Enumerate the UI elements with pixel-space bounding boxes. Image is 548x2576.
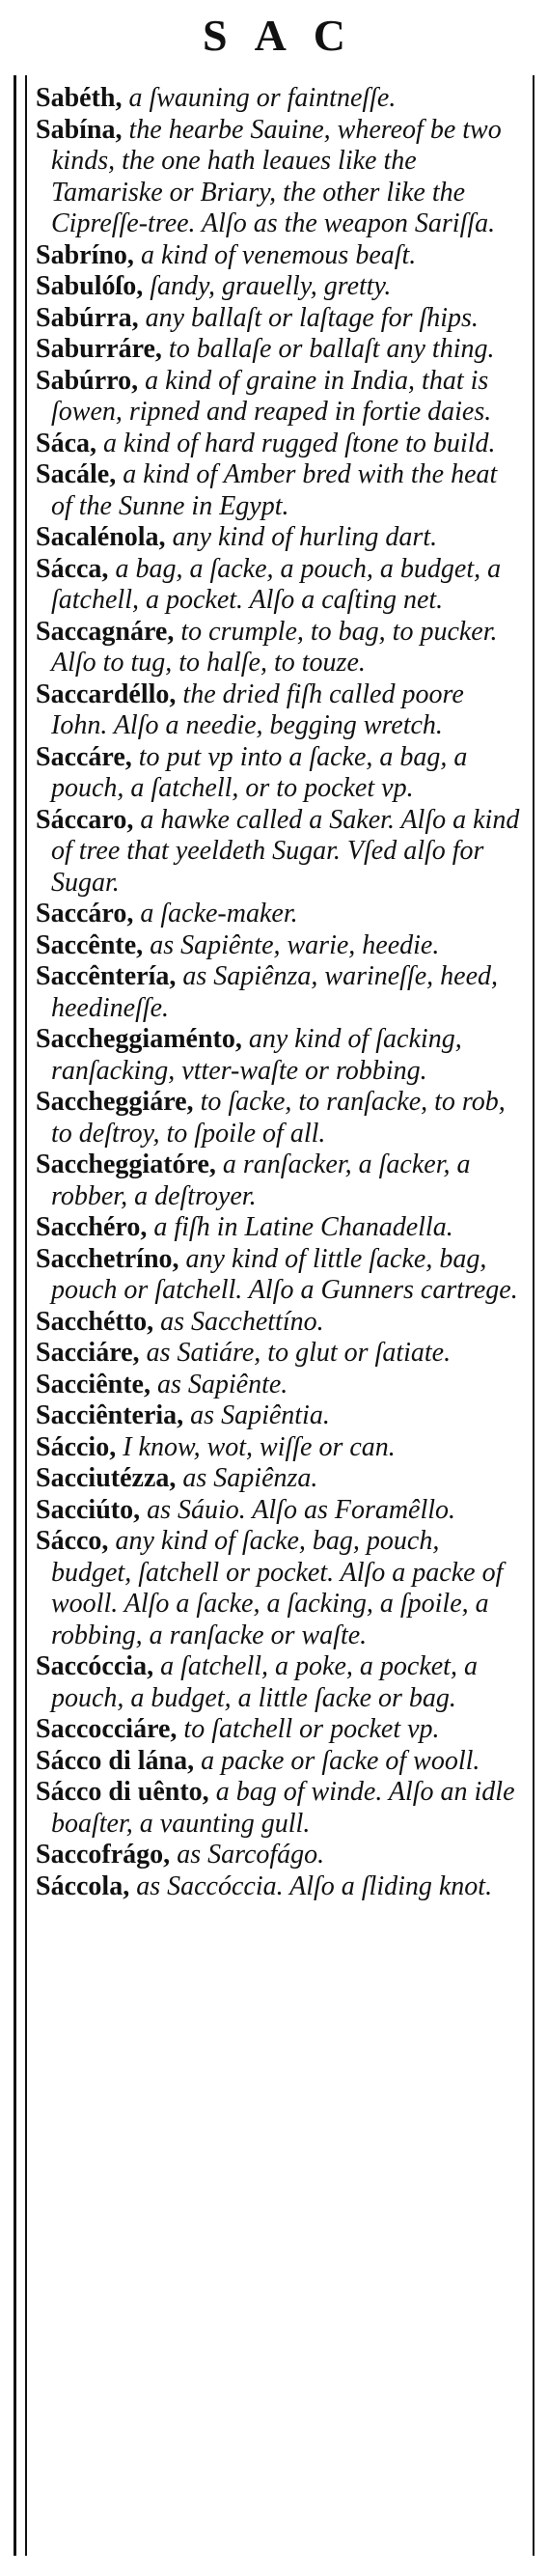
entry-definition: any kind of little ſacke, bag, pouch or ſatchell. Alſo a Gunners cartrege.: [51, 1243, 518, 1305]
dictionary-entry: [36, 1746, 525, 1778]
page-title: SAC: [202, 10, 373, 60]
entry-headword: Saccáre,: [36, 741, 132, 772]
entry-headword: Sacalénola,: [36, 522, 166, 552]
dictionary-entry: [36, 115, 525, 240]
entry-headword: Saccagnáre,: [36, 616, 175, 647]
dictionary-entry: [36, 429, 525, 460]
dictionary-entry: [36, 1370, 525, 1401]
entry-definition: a bag, a ſacke, a pouch, a budget, a ſatchell, a pocket. Alſo a caſting net.: [51, 553, 502, 615]
entry-headword: Saccênte,: [36, 929, 144, 960]
entry-headword: Sácco di uênto,: [36, 1777, 209, 1807]
entry-definition: as Sacchettíno.: [153, 1306, 324, 1337]
entry-definition: a fiſh in Latine Chanadella.: [147, 1212, 453, 1242]
entry-definition: to put vp into a ſacke, a bag, a pouch, a ſatchell, or to pocket vp.: [51, 741, 468, 803]
dictionary-entry: [36, 240, 525, 272]
entry-headword: Sacciênte,: [36, 1369, 151, 1399]
entry-definition: any kind of ſacke, bag, pouch, budget, ſatchell or pocket. Alſo a packe of wooll. Alſo a ſacke, a ſacking, a ſpoile, a robbing, a ranſacke or waſte.: [51, 1526, 504, 1650]
entry-headword: Sabúrra,: [36, 302, 139, 333]
entry-definition: a ranſacker, a ſacker, a robber, a deſtroyer.: [51, 1150, 471, 1211]
entry-headword: Sáccaro,: [36, 804, 134, 835]
entry-headword: Saccóccia,: [36, 1651, 154, 1681]
dictionary-entry: [36, 1307, 525, 1339]
dictionary-entry: [36, 742, 525, 805]
entry-headword: Sacciúto,: [36, 1494, 141, 1525]
entry-definition: as Sapiênza.: [176, 1463, 318, 1493]
dictionary-entry: [36, 459, 525, 522]
entry-headword: Saccheggiáre,: [36, 1087, 194, 1117]
entry-definition: the hearbe Sauine, whereof be two kinds, the one hath leaues like the Tamariske or Briary, the other like the Cipreſſe-tree. Alſo as the weapon Sariſſa.: [51, 114, 502, 238]
entry-headword: Sabúrro,: [36, 365, 139, 396]
entry-definition: a ſatchell, a poke, a pocket, a pouch, a budget, a little ſacke or bag.: [51, 1651, 478, 1713]
entry-definition: to ſacke, to ranſacke, to rob, to deſtroy, to ſpoile of all.: [51, 1087, 506, 1149]
entry-definition: as Sapiênte, warie, heedie.: [143, 929, 440, 960]
entry-definition: to ballaſe or ballaſt any thing.: [161, 334, 495, 364]
entry-headword: Saccofrágo,: [36, 1840, 171, 1870]
entry-headword: Saccardéllo,: [36, 679, 177, 709]
dictionary-entry: [36, 899, 525, 930]
entry-headword: Sabulóſo,: [36, 271, 144, 301]
entry-definition: to crumple, to bag, to pucker. Alſo to tug, to halſe, to touze.: [51, 616, 498, 678]
entry-headword: Sácca,: [36, 553, 109, 584]
dictionary-entry: [36, 1244, 525, 1307]
dictionary-entry: [36, 1871, 525, 1903]
entry-list: [36, 83, 525, 1902]
entry-headword: Sacchetríno,: [36, 1243, 179, 1274]
entry-definition: any kind of ſacking, ranſacking, vtter-waſte or robbing.: [51, 1024, 462, 1086]
dictionary-entry: [36, 1087, 525, 1150]
dictionary-entry: [36, 1777, 525, 1840]
dictionary-entry: [36, 679, 525, 742]
entry-definition: as Sapiênte.: [150, 1369, 288, 1399]
dictionary-entry: [36, 930, 525, 962]
dictionary-entry: [36, 1400, 525, 1432]
entry-definition: a kind of graine in India, that is ſowen, ripned and reaped in fortie daies.: [51, 365, 492, 427]
entry-definition: a ſwauning or faintneſſe.: [122, 83, 397, 113]
dictionary-entry: [36, 83, 525, 115]
dictionary-entry: [36, 1714, 525, 1746]
entry-definition: as Sapiêntia.: [183, 1400, 330, 1430]
entry-definition: any ballaſt or laſtage for ſhips.: [138, 302, 479, 333]
entry-headword: Saccocciáre,: [36, 1714, 178, 1744]
entry-headword: Sáca,: [36, 428, 96, 458]
entry-definition: a kind of venemous beaſt.: [133, 239, 417, 270]
dictionary-entry: [36, 1463, 525, 1495]
entry-headword: Sabríno,: [36, 239, 134, 270]
entry-headword: Sacchétto,: [36, 1306, 154, 1337]
entry-headword: Sáccio,: [36, 1431, 117, 1462]
entry-definition: any kind of hurling dart.: [165, 522, 438, 552]
entry-definition: a hawke called a Saker. Alſo a kind of tree that yeeldeth Sugar. Vſed alſo for Sugar.: [51, 804, 520, 898]
entry-headword: Sacciutézza,: [36, 1463, 177, 1493]
page-header: [0, 0, 548, 69]
dictionary-entry: [36, 303, 525, 335]
dictionary-entry: [36, 1495, 525, 1527]
entry-definition: as Saccóccia. Alſo a ſliding knot.: [129, 1870, 493, 1901]
dictionary-entry: [36, 1024, 525, 1087]
entry-headword: Sacciáre,: [36, 1338, 140, 1368]
entry-definition: as Sáuio. Alſo as Foramêllo.: [140, 1494, 456, 1525]
entry-headword: Saccáro,: [36, 899, 134, 928]
entry-headword: Sacchéro,: [36, 1212, 148, 1242]
dictionary-entry: [36, 617, 525, 679]
entry-headword: Sacciênteria,: [36, 1400, 184, 1430]
entry-headword: Sabéth,: [36, 83, 123, 113]
entry-headword: Sáccola,: [36, 1870, 130, 1901]
entry-headword: Sabína,: [36, 114, 123, 145]
dictionary-entry: [36, 1651, 525, 1714]
dictionary-entry: [36, 1212, 525, 1244]
dictionary-column: [14, 75, 534, 2556]
entry-definition: to ſatchell or pocket vp.: [177, 1714, 440, 1744]
entry-headword: Saburráre,: [36, 334, 162, 364]
entry-definition: I know, wot, wiſſe or can.: [116, 1431, 396, 1462]
dictionary-entry: [36, 554, 525, 617]
entry-definition: a kind of Amber bred with the heat of the Sunne in Egypt.: [51, 459, 498, 521]
dictionary-entry: [36, 1526, 525, 1651]
dictionary-entry: [36, 366, 525, 429]
dictionary-entry: [36, 271, 525, 303]
dictionary-entry: [36, 522, 525, 554]
dictionary-entry: [36, 805, 525, 900]
entry-definition: a kind of hard rugged ſtone to build.: [96, 428, 496, 458]
dictionary-entry: [36, 334, 525, 366]
dictionary-entry: [36, 961, 525, 1024]
entry-definition: as Sapiênza, warineſſe, heed, heedineſſe.: [51, 961, 499, 1023]
entry-headword: Sácco di lána,: [36, 1745, 195, 1776]
entry-headword: Sacále,: [36, 459, 117, 489]
entry-definition: a packe or ſacke of wooll.: [194, 1745, 480, 1776]
entry-definition: as Satiáre, to glut or ſatiate.: [139, 1338, 452, 1368]
dictionary-entry: [36, 1432, 525, 1464]
entry-definition: a ſacke-maker.: [133, 899, 298, 928]
entry-definition: as Sarcofágo.: [170, 1840, 325, 1870]
entry-headword: Saccêntería,: [36, 961, 177, 991]
dictionary-entry: [36, 1338, 525, 1370]
entry-headword: Saccheggiatóre,: [36, 1150, 216, 1179]
entry-headword: Sácco,: [36, 1526, 109, 1556]
entry-headword: Saccheggiaménto,: [36, 1024, 242, 1054]
dictionary-entry: [36, 1840, 525, 1871]
dictionary-entry: [36, 1150, 525, 1212]
entry-definition: the dried fiſh called poore Iohn. Alſo a needie, begging wretch.: [51, 679, 464, 740]
entry-definition: a bag of winde. Alſo an idle boaſter, a vaunting gull.: [51, 1777, 515, 1839]
entry-definition: ſandy, grauelly, gretty.: [143, 271, 392, 301]
